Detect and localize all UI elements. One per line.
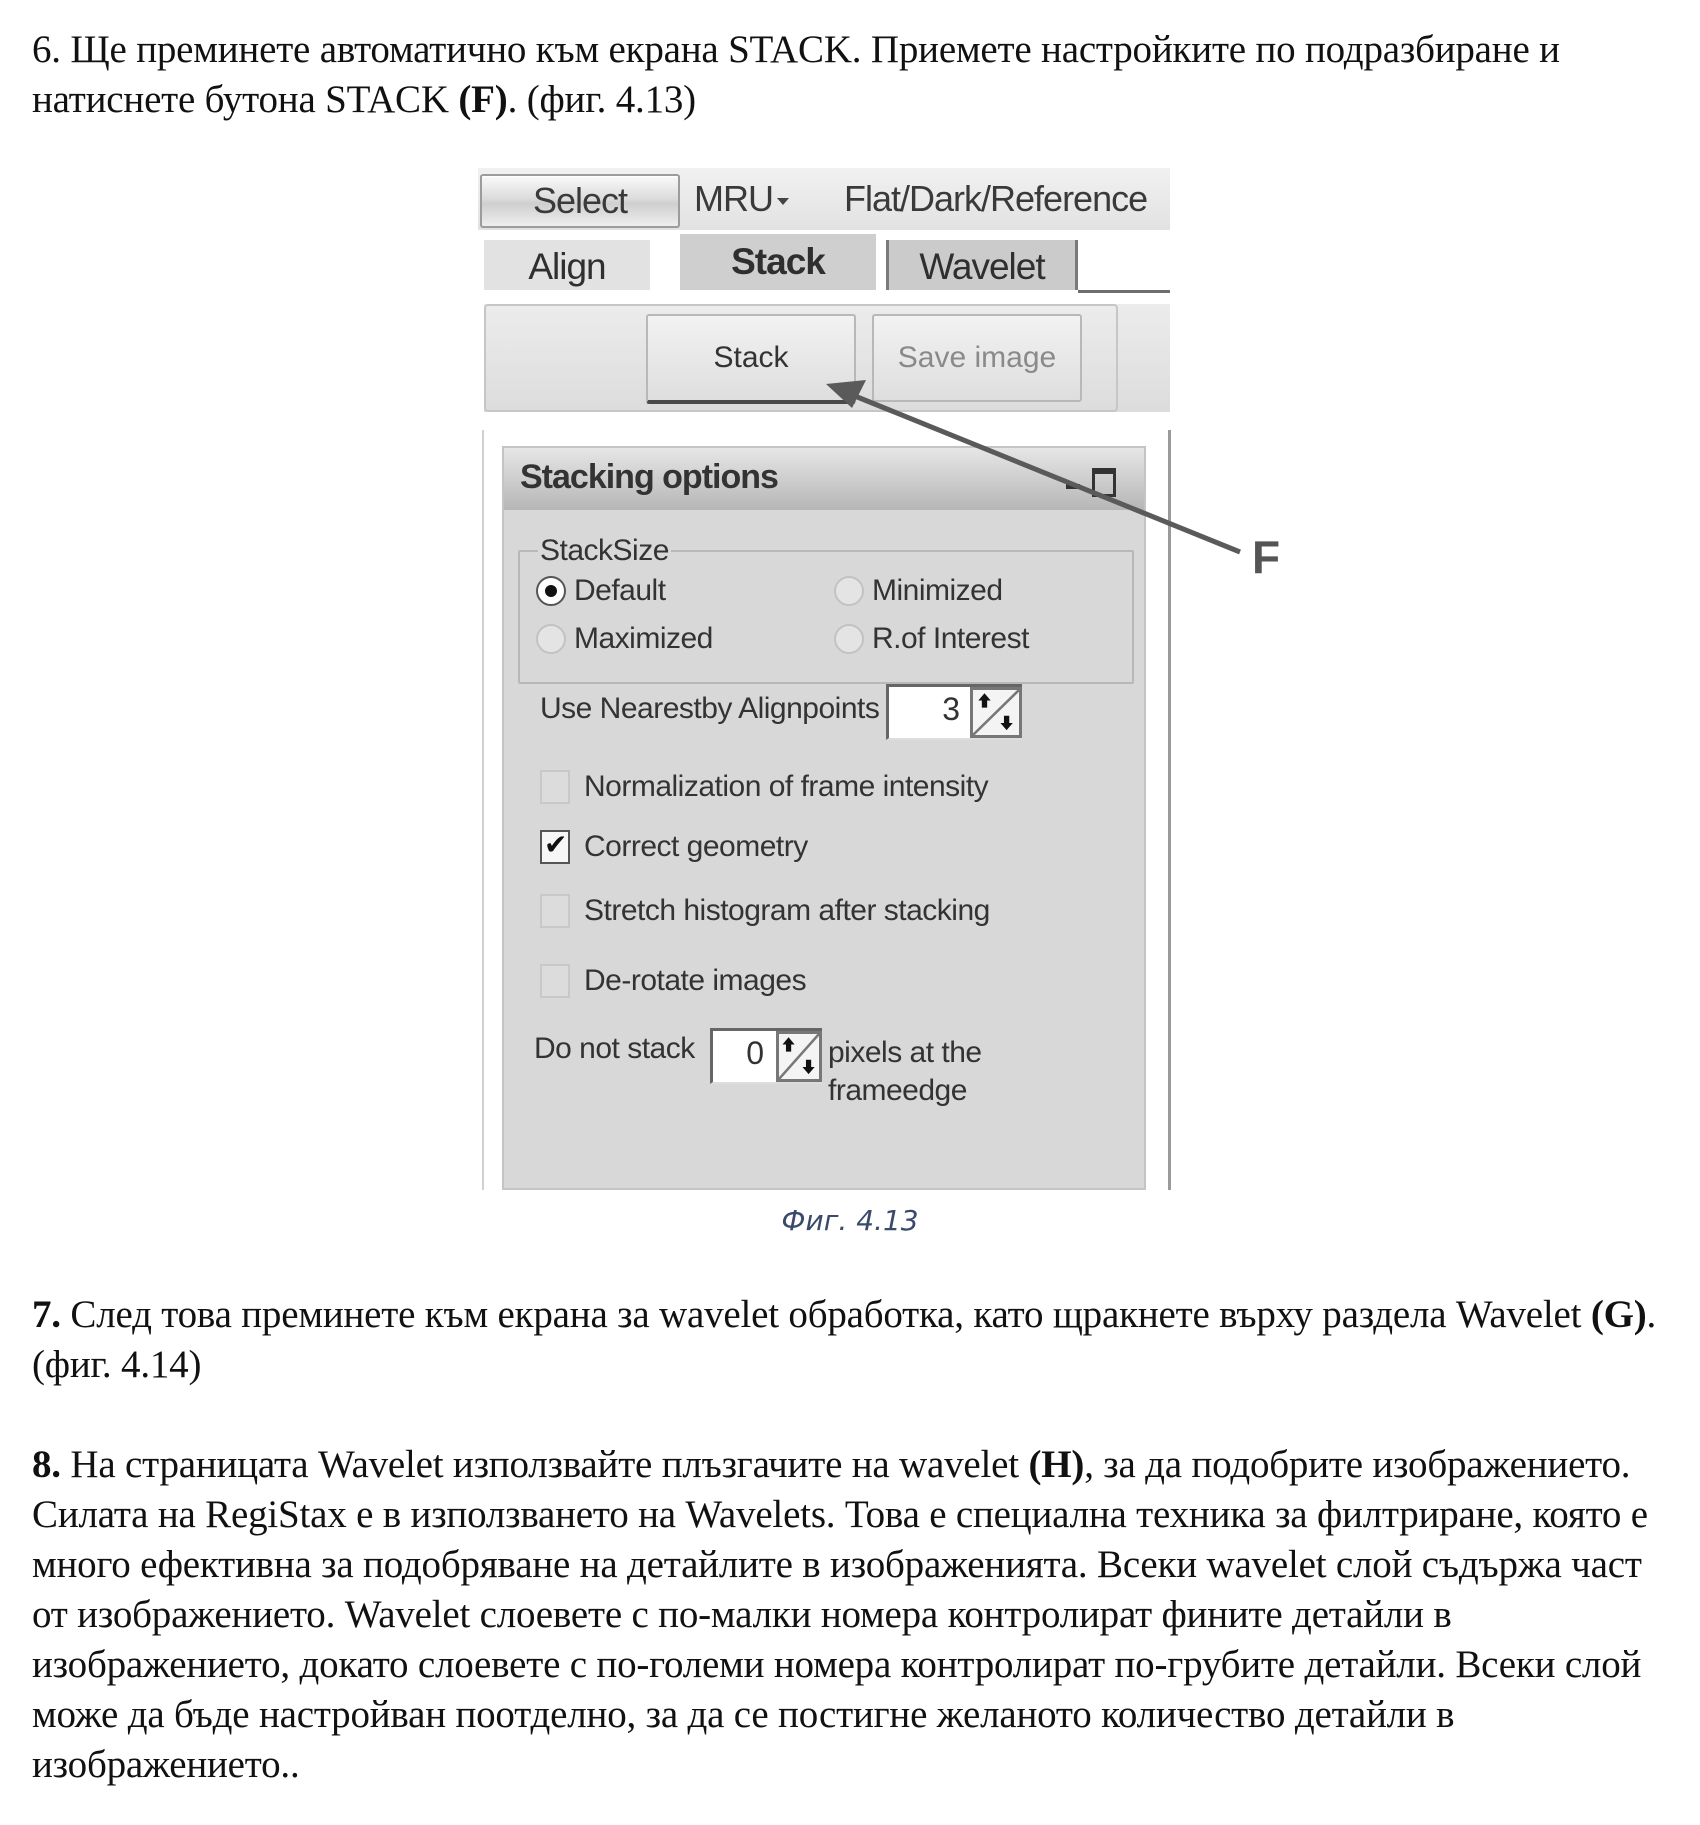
step-6-paragraph	[32, 25, 1682, 125]
radio-unchecked-icon	[834, 624, 864, 654]
minimize-icon[interactable]	[1066, 484, 1080, 489]
step-number: 7.	[32, 1293, 61, 1336]
panel-header	[504, 448, 1144, 510]
suffix-line-2: frameedge	[828, 1074, 967, 1107]
checkbox-label: Normalization of frame intensity	[584, 770, 989, 803]
radio-label: Default	[574, 574, 666, 607]
step-7-figref: . (фиг. 4.14)	[32, 1293, 1657, 1386]
checkbox-label: Correct geometry	[584, 830, 808, 863]
checkbox-unchecked-icon	[540, 964, 570, 998]
options-container	[482, 430, 1171, 1190]
radio-checked-icon	[536, 576, 566, 606]
radio-maximized[interactable]	[536, 622, 713, 656]
up-down-arrows-icon[interactable]	[970, 687, 1022, 738]
marker-f: (F)	[458, 78, 508, 121]
checkbox-normalization[interactable]	[540, 770, 988, 804]
frame-edge-spinner[interactable]	[710, 1028, 822, 1084]
callout-label-f: F	[1252, 531, 1281, 583]
stacksize-group	[518, 534, 1134, 684]
checkbox-unchecked-icon	[540, 894, 570, 928]
step-number: 8.	[32, 1443, 61, 1486]
step-7-text: След това преминете към екрана за wavelet обработка, като щракнете върху раздела Wavelet	[60, 1293, 1591, 1336]
radio-default[interactable]	[536, 574, 666, 608]
checkbox-label: Stretch histogram after stacking	[584, 894, 990, 927]
do-not-stack-label: Do not stack	[534, 1032, 695, 1065]
checkbox-unchecked-icon	[540, 770, 570, 804]
step-7-paragraph	[32, 1290, 1682, 1390]
radio-region-of-interest[interactable]	[834, 622, 1029, 656]
panel-title: Stacking options	[520, 458, 778, 496]
stacksize-legend: StackSize	[540, 534, 669, 567]
tab-wavelet[interactable]: Wavelet	[886, 240, 1078, 290]
select-button[interactable]: Select	[480, 174, 680, 228]
suffix-line-1: pixels at the	[828, 1036, 982, 1069]
save-image-button[interactable]: Save image	[872, 314, 1082, 402]
figure-4-13	[478, 168, 1170, 1193]
marker-h: (H)	[1028, 1443, 1085, 1486]
maximize-icon[interactable]	[1092, 468, 1116, 497]
toolbar	[478, 168, 1170, 230]
step-8-paragraph	[32, 1440, 1682, 1790]
step-6-text: 6. Ще преминете автоматично към екрана STACK. Приемете настройките по подразбиране и натиснете бутона STACK	[32, 28, 1560, 121]
tab-align[interactable]: Align	[484, 240, 650, 290]
radio-unchecked-icon	[536, 624, 566, 654]
step-8-text: На страницата Wavelet използвайте плъзгачите на wavelet	[60, 1443, 1029, 1486]
radio-label: R.of Interest	[872, 622, 1029, 655]
checkbox-stretch-histogram[interactable]	[540, 894, 990, 928]
radio-unchecked-icon	[834, 576, 864, 606]
mru-dropdown[interactable]	[694, 174, 789, 224]
action-bar	[484, 304, 1170, 412]
up-down-arrows-icon[interactable]	[776, 1031, 822, 1082]
figure-caption: Фиг. 4.13	[781, 1204, 919, 1237]
tab-bar	[478, 240, 1170, 294]
frame-edge-suffix	[828, 1034, 982, 1110]
radio-label: Minimized	[872, 574, 1003, 607]
checkbox-derotate[interactable]	[540, 964, 806, 998]
flat-dark-reference-button[interactable]: Flat/Dark/Reference	[844, 178, 1148, 219]
tab-divider	[1078, 290, 1170, 293]
checkbox-label: De-rotate images	[584, 964, 807, 997]
checkbox-correct-geometry[interactable]	[540, 830, 808, 864]
checkmark-icon	[540, 830, 570, 864]
nearest-alignpoints-spinner[interactable]	[886, 684, 1022, 740]
mru-label: MRU	[694, 178, 773, 219]
tab-stack[interactable]: Stack	[680, 234, 876, 290]
step-6-figref: . (фиг. 4.13)	[507, 78, 696, 121]
radio-minimized[interactable]	[834, 574, 1003, 608]
spinner-value: 0	[746, 1035, 764, 1071]
marker-g: (G)	[1590, 1293, 1647, 1336]
stack-button[interactable]: Stack	[646, 314, 856, 404]
step-8-body: , за да подобрите изображението. Силата на RegiStax е в използването на Wavelets. Това е специална техника за филтриране, която е много ефективна за подобряване на детайлите в изображенията. Всеки wavelet слой съдържа част от изображението. Wavelet слоевете с по-малки номера контролират фините детайли в изображението, докато слоевете с по-големи номера контролират по-грубите детайли. Всеки слой може да бъде настройван поотделно, за да се постигне желаното количество детайли в изображението..	[32, 1443, 1648, 1786]
action-group	[484, 304, 1118, 412]
radio-label: Maximized	[574, 622, 713, 655]
stacking-options-panel	[502, 446, 1146, 1190]
spinner-value: 3	[942, 691, 960, 727]
nearest-alignpoints-label: Use Nearestby Alignpoints	[540, 692, 880, 725]
chevron-down-icon	[777, 198, 789, 205]
